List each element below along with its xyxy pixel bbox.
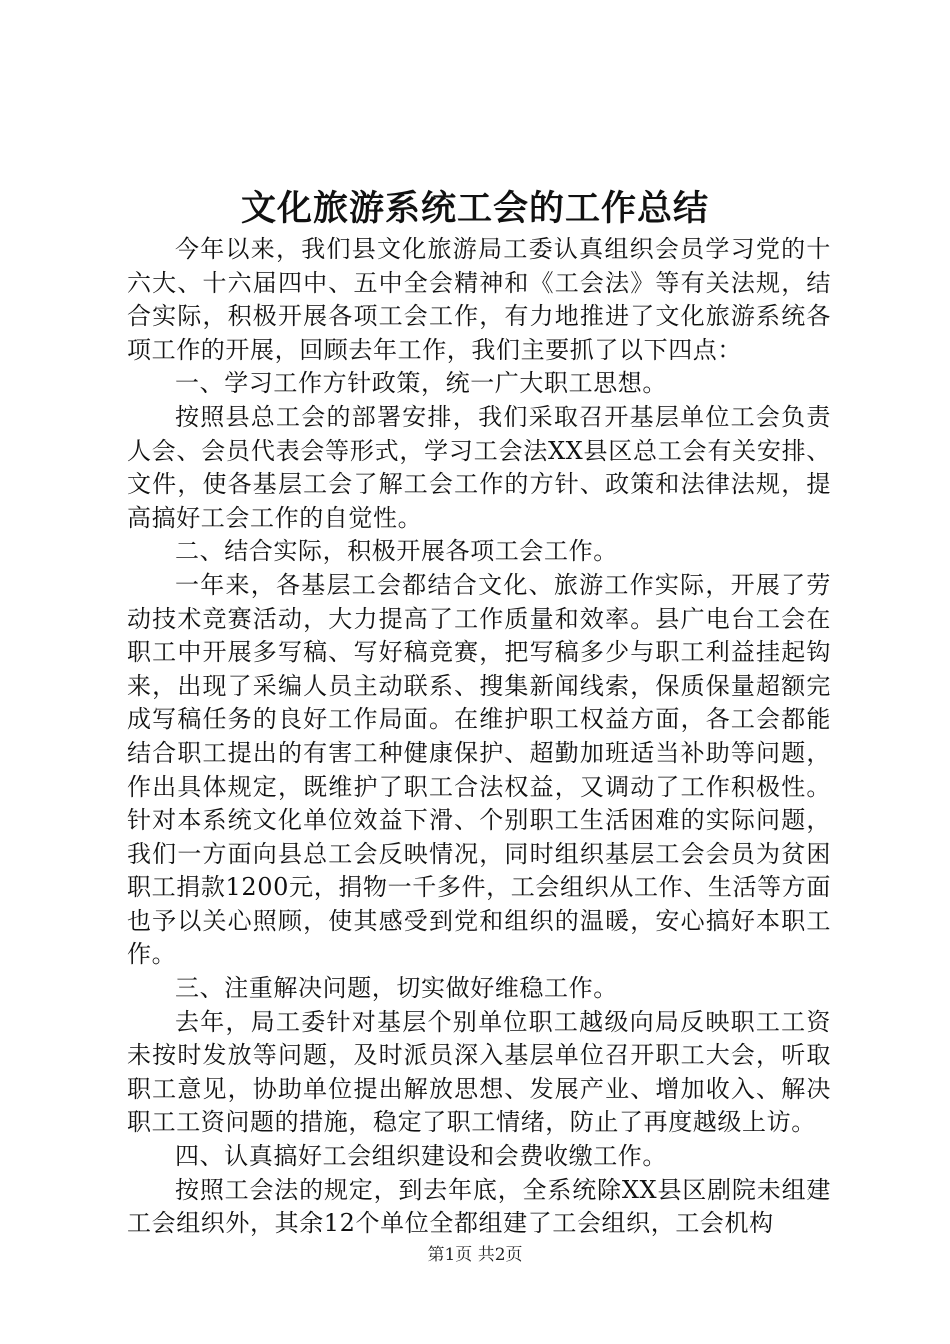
section-heading-1: 一、学习工作方针政策，统一广大职工思想。 [175,369,667,398]
section-heading-3: 三、注重解决问题，切实做好维稳工作。 [175,974,618,1003]
paragraph-intro: 今年以来，我们县文化旅游局工委认真组织会员学习党的十六大、十六届四中、五中全会精神和《工会法》等有关法规，结合实际，积极开展各项工会工作，有力地推进了文化旅游系统各项工作的开展，回顾去年工作，我们主要抓了以下四点： [127,235,831,364]
paragraph-section-4: 按照工会法的规定，到去年底，全系统除XX县区剧院未组建工会组织外，其余12个单位全都组建了工会组织，工会机构 [127,1175,831,1238]
section-heading-2: 二、结合实际，积极开展各项工会工作。 [175,537,618,566]
document-title: 文化旅游系统工会的工作总结 [240,188,709,229]
paragraph-section-2: 一年来，各基层工会都结合文化、旅游工作实际，开展了劳动技术竞赛活动，大力提高了工作质量和效率。县广电台工会在职工中开展多写稿、写好稿竞赛，把写稿多少与职工利益挂起钩来，出现了采编人员主动联系、搜集新闻线索，保质保量超额完成写稿任务的良好工作局面。在维护职工权益方面，各工会都能结合职工提出的有害工种健康保护、超勤加班适当补助等问题，作出具体规定，既维护了职工合法权益，又调动了工作积极性。针对本系统文化单位效益下滑、个别职工生活困难的实际问题，我们一方面向县总工会反映情况，同时组织基层工会会员为贫困职工捐款1200元，捐物一千多件，工会组织从工作、生活等方面也予以关心照顾，使其感受到党和组织的温暖，安心搞好本职工作。 [127,570,831,969]
paragraph-section-3: 去年，局工委针对基层个别单位职工越级向局反映职工工资未按时发放等问题，及时派员深入基层单位召开职工大会，听取职工意见，协助单位提出解放思想、发展产业、增加收入、解决职工工资问题的措施，稳定了职工情绪，防止了再度越级上访。 [127,1007,831,1137]
document-body [127,233,831,1241]
paragraph-section-1: 按照县总工会的部署安排，我们采取召开基层单位工会负责人会、会员代表会等形式，学习工会法XX县区总工会有关安排、文件，使各基层工会了解工会工作的方针、政策和法律法规，提高搞好工会工作的自觉性。 [127,402,831,532]
section-heading-4: 四、认真搞好工会组织建设和会费收缴工作。 [175,1142,667,1171]
page-number-footer: 第1页 共2页 [427,1245,523,1265]
